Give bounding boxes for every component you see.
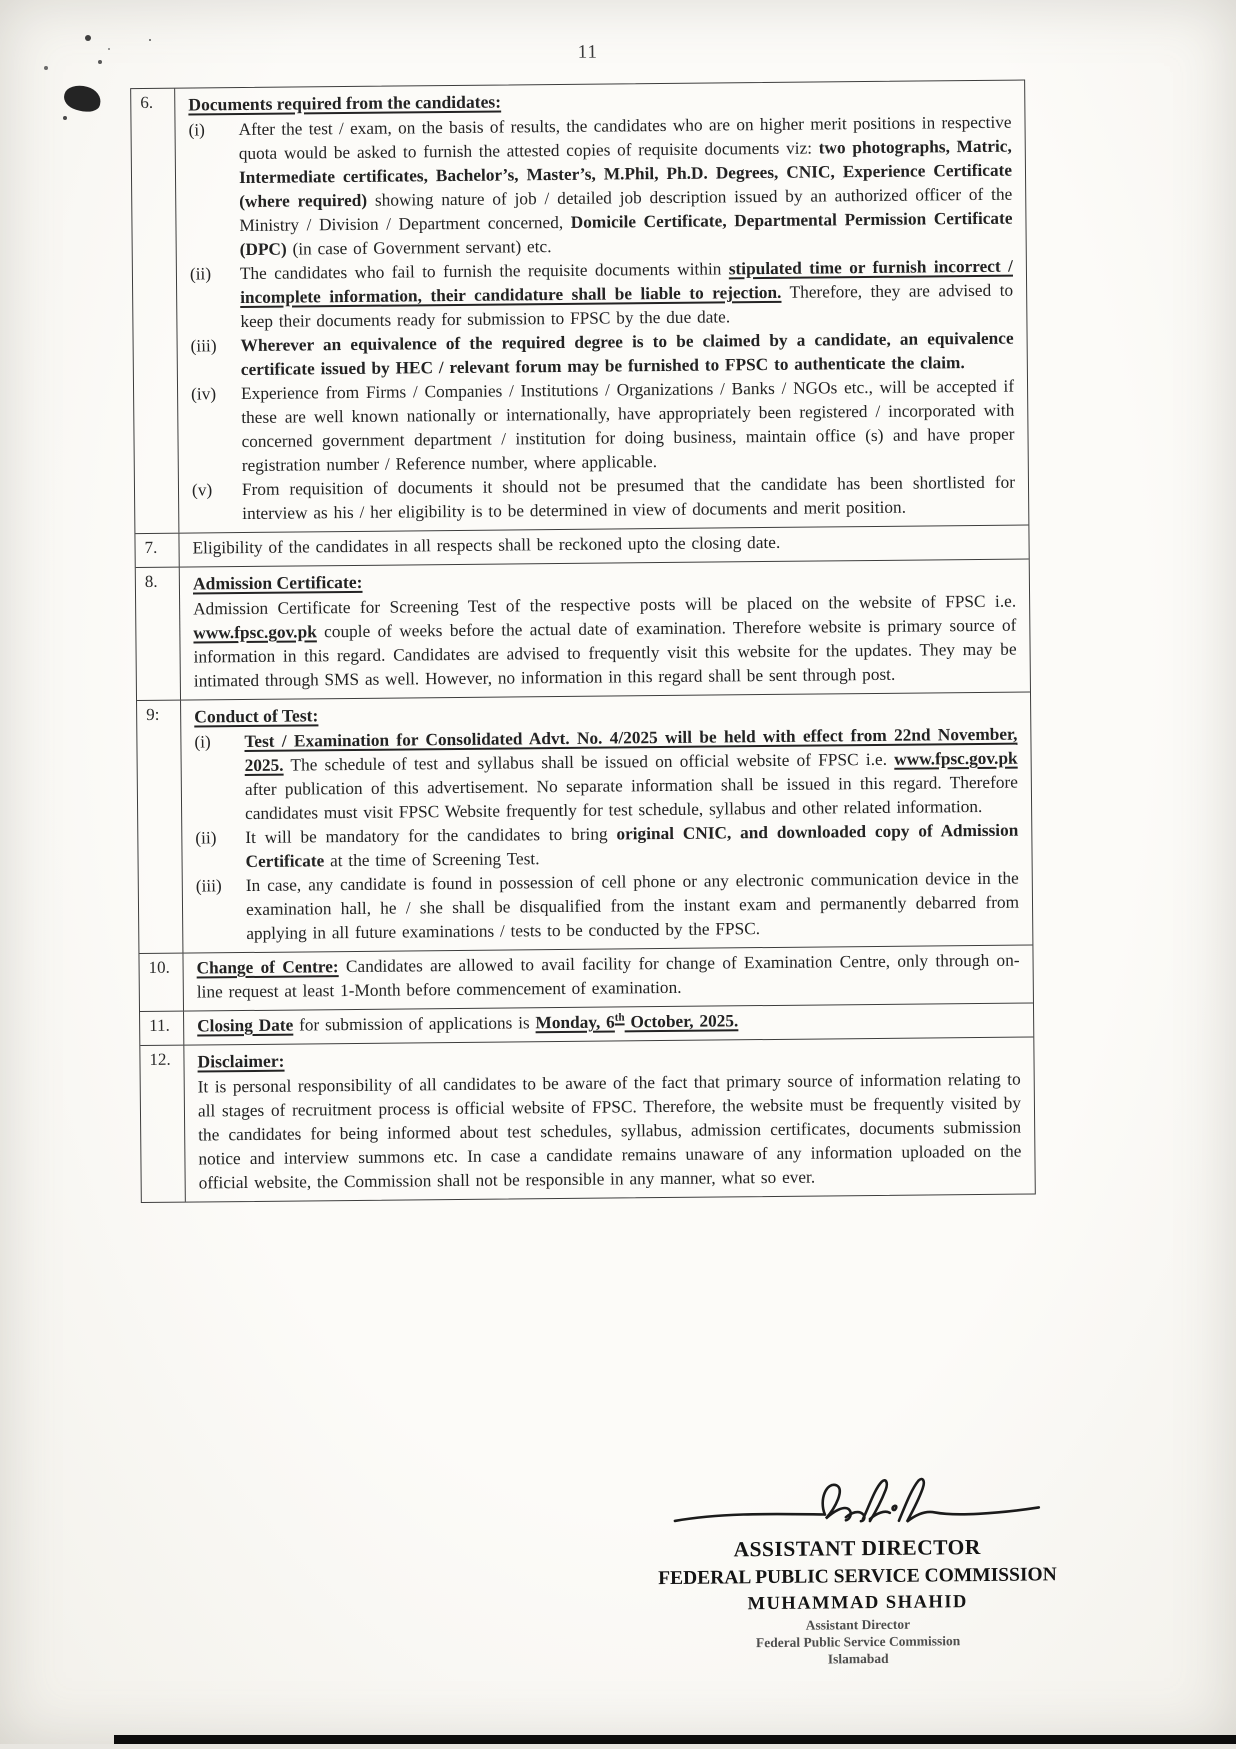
stamp-city: Islamabad [827, 1650, 889, 1667]
row-paragraph: Change of Centre: Candidates are allowed to avail facility for change of Examination Centre, only through on-line request at least 1-Month before commencement of examination. [196, 950, 1020, 1002]
list-item [192, 471, 1015, 527]
table-row [137, 692, 1032, 954]
row-paragraph: It is personal responsibility of all candidates to be aware of the fact that primary source of information relating to all stages of recruitment process is official website of FPSC. Therefore, the website must be frequently visited by the candidates for being informed about test schedules, syllabus, admission certificates, documents submission notice and interview summons etc. In case a candidate remains unaware of any information uploaded on the official website, the Commission shall not be responsible in any manner, what so ever. [197, 1069, 1022, 1193]
row-number: 10. [139, 954, 184, 1011]
scan-edge-bar [114, 1735, 1236, 1744]
row-content [180, 559, 1030, 699]
row-heading: Documents required from the candidates: [188, 91, 502, 115]
row-paragraph: Closing Date for submission of applications is Monday, 6th October, 2025. [197, 1011, 739, 1036]
signatory-organization: FEDERAL PUBLIC SERVICE COMMISSION [658, 1564, 1057, 1590]
list-item [188, 111, 1012, 263]
ink-specks [0, 0, 4, 4]
list-text: After the test / exam, on the basis of results, the candidates who are on higher merit positions in respective quota would be asked to furnish the attested copies of requisite documents viz: two photographs, Matric, Intermediate certificates, Bachelor’s, Master’s, M.Phil, Ph.D. Degrees, CNIC, Experience Certificate (where required) showing nature of job / detailed job description issued by an authorized officer of the Ministry / Division / Department concerned, Domicile Certificate, Departmental Permission Certificate (DPC) (in case of Government servant) etc. [238, 112, 1013, 260]
row-number: 6. [131, 89, 179, 533]
list-text: Wherever an equivalence of the required degree is to be claimed by a candidate, an equivalence certificate issued by HEC / relevant forum may be furnished to FPSC to authenticate the claim. [240, 328, 1014, 380]
list-item [190, 255, 1014, 335]
row-heading: Admission Certificate: [192, 571, 363, 594]
row-content [184, 1037, 1034, 1201]
clause-list [194, 723, 1019, 947]
row-paragraph: Eligibility of the candidates in all respects shall be reckoned upto the closing date. [192, 532, 781, 558]
table-row [136, 559, 1030, 701]
page-number: 11 [577, 41, 599, 63]
list-text: In case, any candidate is found in possession of cell phone or any electronic communication device in the examination hall, he / she shall be disqualified from the instant exam and permanently debarred from applying in all future examinations / tests to be conducted by the FPSC. [245, 868, 1020, 944]
table-row [139, 945, 1033, 1012]
stamp-title: Assistant Director [805, 1616, 911, 1633]
row-number: 9: [137, 701, 183, 953]
list-text: Experience from Firms / Companies / Institutions / Organizations / Banks / NGOs etc., will be accepted if these are well known nationally or internationally, have appropriately been registered / incorporated with concerned government department / institution for doing business, maintain office (s) and have proper registration number / Reference number, where applicable. [240, 376, 1015, 476]
list-text: From requisition of documents it should not be presumed that the candidate has been shortlisted for interview as his / her eligibility is to be determined in view of documents and merit position. [241, 472, 1016, 524]
list-marker: (iii) [190, 336, 217, 356]
list-item [196, 867, 1020, 947]
row-number: 8. [136, 568, 181, 700]
list-marker: (i) [188, 120, 205, 140]
list-item [191, 327, 1014, 383]
signatory-title: ASSISTANT DIRECTOR [733, 1534, 981, 1562]
list-marker: (ii) [195, 828, 217, 848]
list-text: Test / Examination for Consolidated Advt. No. 4/2025 will be held with effect from 22nd November, 2025. The schedule of test and syllabus shall be issued on official website of FPSC i.e. www.fpsc.gov.pk after publication of this advertisement. No separate information shall be issued in this regard. Therefore candidates must visit FPSC Website frequently for test schedule, syllabus and other related information. [244, 724, 1018, 824]
list-marker: (iv) [190, 384, 217, 404]
row-content [175, 81, 1028, 533]
row-heading: Disclaimer: [197, 1050, 285, 1072]
list-item [194, 723, 1018, 827]
table-row [140, 1037, 1034, 1202]
row-number: 12. [140, 1046, 185, 1202]
row-content [183, 945, 1033, 1010]
row-number: 11. [140, 1012, 184, 1045]
row-paragraph: Admission Certificate for Screening Test of the respective posts will be placed on the website of FPSC i.e. www.fpsc.gov.pk couple of weeks before the actual date of examination. Therefore website is primary source of information in this regard. Candidates are advised to frequently visit this website for the updates. They may be intimated through SMS as well. However, no information in this regard shall be sent through post. [193, 591, 1017, 691]
list-text: The candidates who fail to furnish the requisite documents within stipulated time or furnish incorrect / incomplete information, their candidature shall be liable to rejection. Therefore, they are advised to keep their documents ready for submission to FPSC by the due date. [239, 256, 1014, 332]
list-item [195, 819, 1018, 875]
list-marker: (iii) [195, 876, 222, 896]
list-text: It will be mandatory for the candidates to bring original CNIC, and downloaded copy of Admission Certificate at the time of Screening Test. [245, 820, 1019, 872]
clause-list [188, 111, 1015, 527]
row-content [181, 692, 1032, 952]
document-table [130, 80, 1036, 1204]
row-heading: Conduct of Test: [194, 705, 319, 727]
list-marker: (ii) [189, 264, 212, 284]
signature-block [606, 1467, 1108, 1670]
list-item [191, 375, 1015, 479]
stamp-organization: Federal Public Service Commission [755, 1633, 961, 1651]
list-marker: (i) [194, 732, 211, 752]
signatory-name: MUHAMMAD SHAHID [747, 1592, 968, 1615]
table-row [131, 81, 1028, 535]
list-marker: (v) [191, 480, 213, 500]
row-number: 7. [135, 534, 179, 567]
